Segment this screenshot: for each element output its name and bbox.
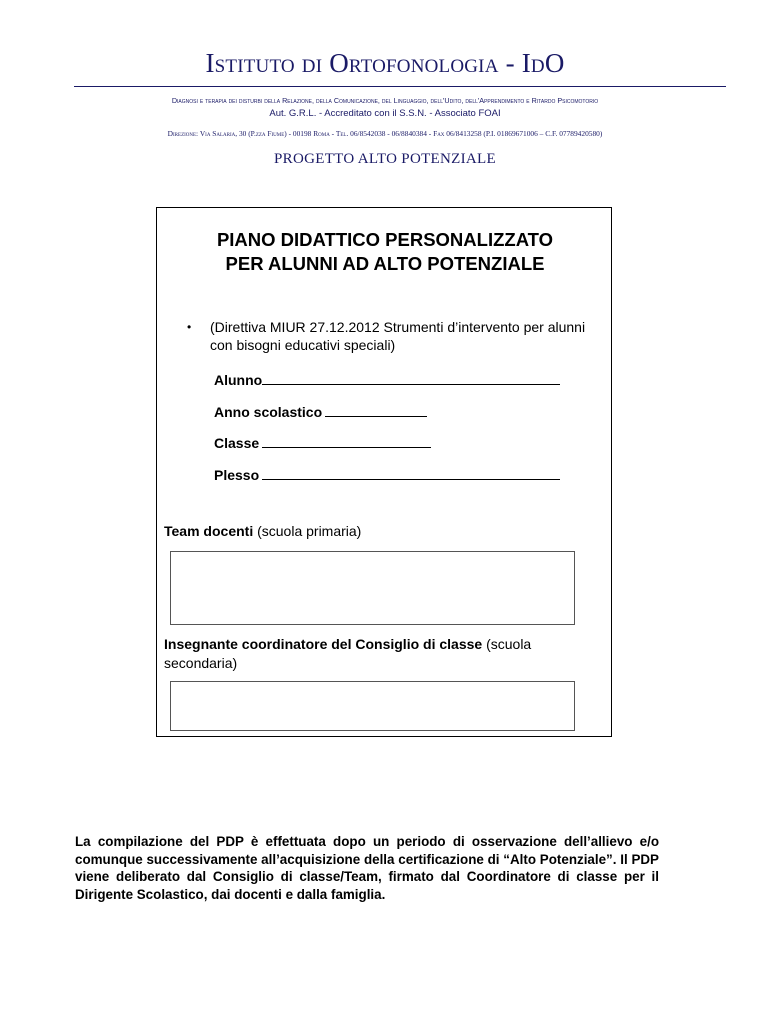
field-plesso[interactable] xyxy=(214,466,560,484)
directive-text: (Direttiva MIUR 27.12.2012 Strumenti d’intervento per alunni con bisogni educativi speciali) xyxy=(210,319,586,353)
project-title: PROGETTO ALTO POTENZIALE xyxy=(274,151,496,167)
field-anno-scolastico[interactable] xyxy=(214,403,427,421)
field-classe[interactable] xyxy=(214,434,431,452)
field-classe-line[interactable] xyxy=(262,447,431,448)
bullet-icon: • xyxy=(187,320,192,334)
field-plesso-line[interactable] xyxy=(262,479,560,480)
form-title-line-1: PIANO DIDATTICO PERSONALIZZATO xyxy=(216,229,554,250)
coordinator-label xyxy=(164,635,594,673)
team-docenti-label xyxy=(164,522,594,541)
team-docenti-box[interactable] xyxy=(170,551,575,625)
header-divider xyxy=(74,86,726,87)
field-alunno[interactable] xyxy=(214,371,560,389)
footer-note: La compilazione del PDP è effettuata dopo un periodo di osservazione dell’allievo e/o comunque successivamente all’acquisizione della certificazione di “Alto Potenziale”. Il PDP viene deliberato dal Consiglio di classe/Team, firmato dal Coordinatore di classe per il Dirigente Scolastico, dai docenti e dalla famiglia. xyxy=(75,834,659,902)
form-title-line-2: PER ALUNNI AD ALTO POTENZIALE xyxy=(225,253,545,274)
pdp-form-box xyxy=(156,207,612,737)
field-alunno-line[interactable] xyxy=(262,384,560,385)
field-anno-line[interactable] xyxy=(325,416,427,417)
institute-subtitle: Diagnosi e terapia dei disturbi della Relazione, della Comunicazione, del Linguaggio, dell'Udito, dell'Apprendimento e Ritardo Psicomotorio xyxy=(171,96,599,105)
coordinator-title: Insegnante coordinatore del Consiglio di classe xyxy=(164,636,483,652)
institute-title: Istituto di Ortofonologia - IdO xyxy=(205,48,565,78)
accreditation-line: Aut. G.R.L. - Accreditato con il S.S.N. - Associato FOAI xyxy=(269,108,501,119)
field-plesso-label: Plesso xyxy=(214,467,260,483)
field-classe-label: Classe xyxy=(214,435,260,451)
address-line: Direzione: Via Salaria, 30 (P.zza Fiume) - 00198 Roma - Tel. 06/8542038 - 06/8840384 - Fax 06/8413258 (P.I. 01869671006 – C.F. 07789420580) xyxy=(167,129,603,138)
coordinator-note: (scuola secondaria) xyxy=(164,636,532,671)
team-docenti-note: (scuola primaria) xyxy=(257,523,362,539)
field-anno-label: Anno scolastico xyxy=(214,404,323,420)
team-docenti-title: Team docenti xyxy=(164,523,254,539)
form-title xyxy=(157,228,613,276)
coordinator-box[interactable] xyxy=(170,681,575,731)
field-alunno-label: Alunno xyxy=(214,372,263,388)
